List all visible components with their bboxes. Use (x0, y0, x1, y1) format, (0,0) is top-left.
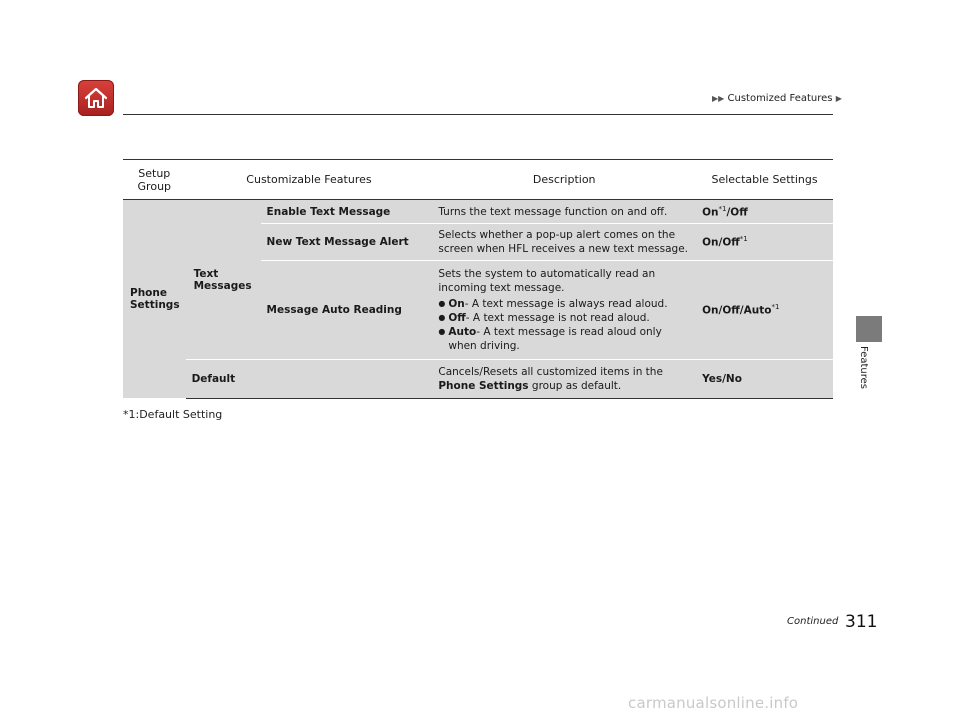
group-cell: Phone Settings (123, 200, 186, 399)
list-item (438, 325, 690, 353)
section-tab-label: Features (858, 346, 869, 389)
footnote-mark: *1 (718, 204, 727, 213)
description-text: Cancels/Resets all customized items in the (438, 366, 663, 378)
continued-label: Continued (787, 616, 839, 627)
home-icon (83, 86, 109, 110)
option-text: - A text message is always read aloud. (464, 298, 668, 310)
footnote: *1:Default Setting (123, 408, 223, 421)
watermark: carmanualsonline.info (628, 694, 799, 712)
setting-separator: / (718, 304, 723, 317)
customizable-features-table (123, 159, 833, 399)
settings-cell (696, 261, 833, 360)
breadcrumb-link[interactable]: Customized Features (727, 93, 833, 104)
option-term: Off (448, 312, 466, 324)
header-customizable-features: Customizable Features (186, 160, 433, 200)
setting-option: Off (722, 304, 740, 317)
settings-cell (696, 224, 833, 261)
description-cell: Selects whether a pop-up alert comes on the screen when HFL receives a new text message. (432, 224, 696, 261)
table-row (123, 200, 833, 224)
settings-cell (696, 360, 833, 399)
feature-cell: New Text Message Alert (261, 224, 433, 261)
option-term: On (448, 298, 465, 310)
setting-option: On (702, 304, 719, 317)
setting-separator: / (726, 206, 731, 219)
footnote-mark: *1 (771, 303, 780, 312)
description-text: group as default. (528, 380, 622, 392)
section-tab[interactable] (856, 316, 882, 342)
subgroup-cell: Text Messages (186, 200, 261, 360)
breadcrumb-arrow-icon: ▶ (835, 94, 842, 103)
header-setup-group: Setup Group (123, 160, 186, 200)
setting-separator: / (739, 304, 744, 317)
description-text: Sets the system to automatically read an incoming text message. (438, 268, 656, 294)
setting-option: Auto (743, 304, 772, 317)
description-cell: Turns the text message function on and off. (432, 200, 696, 224)
breadcrumb-arrow-icon: ▶▶ (712, 94, 725, 103)
list-item (438, 297, 690, 311)
setting-option: On (702, 236, 719, 249)
option-list (438, 297, 690, 353)
setting-separator: / (718, 236, 723, 249)
setting-separator: / (722, 373, 726, 385)
setting-option: Off (730, 206, 748, 219)
setting-option: On (702, 206, 719, 219)
breadcrumb[interactable] (712, 93, 842, 104)
footnote-mark: *1 (739, 235, 748, 244)
table-row (123, 360, 833, 399)
list-item (438, 311, 690, 325)
setting-option: Yes (702, 373, 723, 385)
header-description: Description (432, 160, 696, 200)
feature-cell: Message Auto Reading (261, 261, 433, 360)
header-divider (123, 114, 833, 115)
option-text: - A text message is read aloud only when driving. (448, 326, 662, 352)
setting-option: No (725, 373, 742, 385)
option-term: Auto (448, 326, 477, 338)
table-header-row (123, 160, 833, 200)
page-number: 311 (845, 612, 878, 632)
description-cell (432, 360, 696, 399)
home-button[interactable] (78, 80, 114, 116)
header-selectable-settings: Selectable Settings (696, 160, 833, 200)
description-bold: Phone Settings (438, 380, 529, 392)
feature-cell: Enable Text Message (261, 200, 433, 224)
description-cell (432, 261, 696, 360)
settings-cell (696, 200, 833, 224)
feature-cell: Default (186, 360, 433, 399)
setting-option: Off (722, 236, 740, 249)
option-text: - A text message is not read aloud. (465, 312, 650, 324)
